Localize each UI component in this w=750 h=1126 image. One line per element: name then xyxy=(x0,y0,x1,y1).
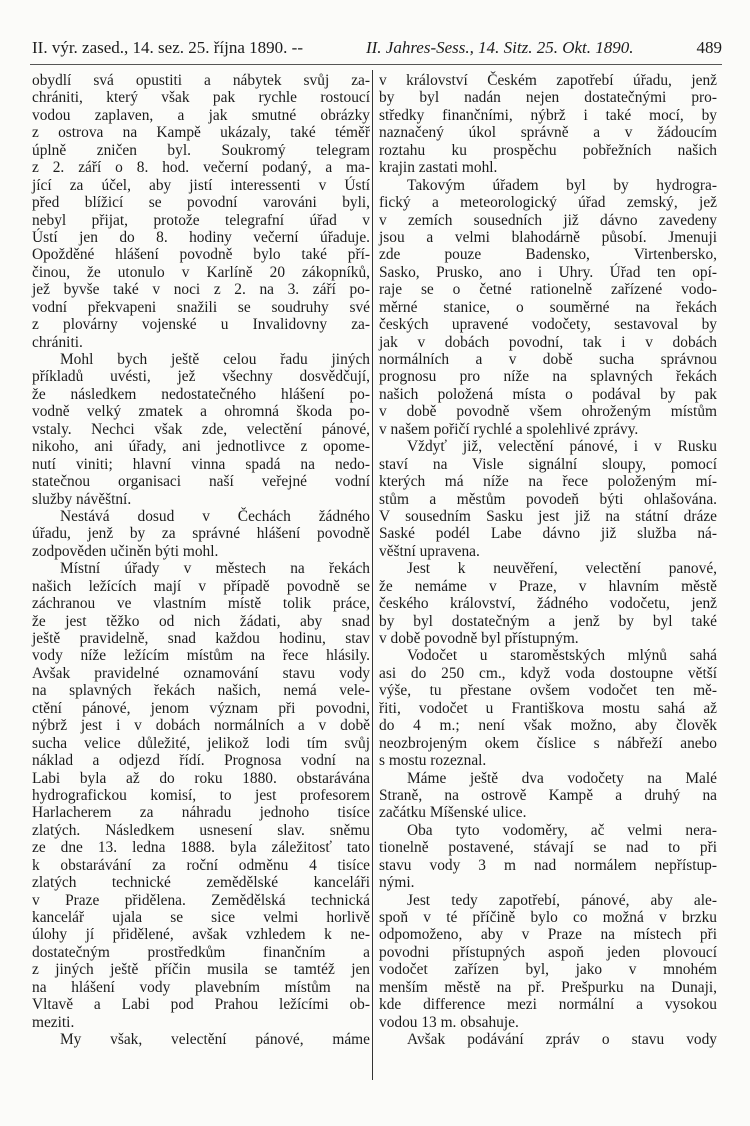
text-line: tionelně postavené, stávají se nad to při xyxy=(379,839,717,857)
text-line: z 2. září o 8. hod. večerní podaný, a ma- xyxy=(32,159,370,177)
text-line: Avšak pravidelné oznamování stavu vody xyxy=(32,664,370,682)
paragraph xyxy=(379,1031,717,1048)
text-line: vodní překvapeni snažili se soudruhy své xyxy=(32,298,370,316)
text-line: vodou 13 m. obsahuje. xyxy=(379,1013,519,1031)
text-line: Oba tyto vodoměry, ač velmi nera- xyxy=(407,821,717,839)
text-line: krajin zastati mohl. xyxy=(379,159,498,177)
text-line: Vždyť již, velectění pánové, i v Rusku xyxy=(407,438,717,456)
text-line: příkladů uvésti, jež všechny dosvědčují, xyxy=(32,368,370,386)
text-line: s mostu rozeznal. xyxy=(379,752,487,770)
text-line: prognosu pro níže na splavných řekách xyxy=(379,368,717,386)
text-line: Nestává dosud v Čechách žádného xyxy=(60,507,370,525)
paragraph xyxy=(379,822,717,892)
text-line: Harlacherem za náhradu jednoho tisíce xyxy=(32,804,370,822)
text-line: záchranou ve vlastním místě tolik práce, xyxy=(32,595,370,613)
text-line: staví na Visle signální sloupy, pomocí xyxy=(379,455,717,473)
paragraph xyxy=(32,1031,370,1048)
paragraph xyxy=(379,770,717,822)
paragraph xyxy=(379,72,717,177)
text-line: před blížicí se povodní varováni byli, xyxy=(32,194,370,212)
text-line: v našem pořičí rychlé a spolehlivé zprávy. xyxy=(379,420,639,438)
text-line: nýbrž jest i v dobách normálních a v době xyxy=(32,717,370,735)
text-line: jež byvše také v noci z 2. na 3. září po- xyxy=(32,281,370,299)
text-line: úplně zničen byl. Soukromý telegram xyxy=(32,141,370,159)
text-line: vodočet zařízen byl, jako v mnohém xyxy=(379,961,717,979)
text-line: Jest tedy zapotřebí, pánové, aby ale- xyxy=(407,891,717,909)
text-line: středky finančními, nýbrž i také mocí, by xyxy=(379,106,717,124)
text-line: Takovým úřadem byl by hydrogra- xyxy=(407,176,717,194)
text-line: činou, že utonulo v Karlíně 20 zákopníků, xyxy=(32,263,370,281)
running-header xyxy=(32,38,722,62)
text-line: menším městě na př. Prešpurku na Dunaji, xyxy=(379,978,717,996)
text-line: úlohy jí přidělené, avšak vzhledem k ne- xyxy=(32,926,370,944)
left-column xyxy=(32,72,370,1049)
header-rule xyxy=(30,64,722,65)
text-line: zodpověden učiněn býti mohl. xyxy=(32,542,219,560)
text-line: kterých má níže na řece položeným mí- xyxy=(379,473,717,491)
text-line: v Praze přidělena. Zemědělská technická xyxy=(32,891,370,909)
text-line: naznačený úkol správně a v žádoucím xyxy=(379,124,717,142)
text-line: Avšak podávání zpráv o stavu vody xyxy=(407,1031,717,1049)
text-line: jsou a velmi blahodárně působí. Jmenuji xyxy=(379,228,717,246)
page-number: 489 xyxy=(696,38,722,57)
text-line: zlatých technické zemědělské kanceláři xyxy=(32,874,370,892)
text-line: Jest k neuvěření, velectění panové, xyxy=(407,560,717,578)
text-line: řiti, vodočet u Františkova mostu sahá až xyxy=(379,699,717,717)
text-line: odpomoženo, aby v Praze na místech při xyxy=(379,926,717,944)
paragraph xyxy=(32,72,370,351)
text-line: nebyl přijat, protože telegrafní úřad v xyxy=(32,211,370,229)
text-line: normálních a v době sucha správnou xyxy=(379,351,717,368)
text-line: ctění pánové, jenom význam při povodni, xyxy=(32,699,370,717)
text-line: ze dne 13. ledna 1888. byla záležitosť tato xyxy=(32,839,370,857)
text-line: kde difference mezi normální a vysokou xyxy=(379,996,717,1014)
text-line: k obstarávání za roční odměnu 4 tisíce xyxy=(32,856,370,874)
text-line: výše, tu přestane ovšem vodočet ten mě- xyxy=(379,682,717,700)
text-line: jak v dobách povodní, tak i v dobách xyxy=(379,333,717,351)
text-line: z jiných ještě příčin musila se tamtéž jen xyxy=(32,961,370,979)
text-line: služby návěštní. xyxy=(32,490,132,508)
text-line: na splavných řekách našich, nemá vele- xyxy=(32,682,370,700)
text-line: Opožděné hlášení povodně bylo také pří- xyxy=(32,246,370,264)
text-line: z plovárny vojenské u Invalidovny za- xyxy=(32,316,370,334)
text-line: českých upravené vodočety, sestavoval by xyxy=(379,316,717,334)
header-czech: II. výr. zased., 14. sez. 25. října 1890. -- xyxy=(32,38,303,57)
text-line: vstaly. Nechci však zde, velectění pánové, xyxy=(32,420,370,438)
text-line: v království Českém zapotřebí úřadu, jenž xyxy=(379,72,717,89)
paragraph xyxy=(32,508,370,560)
text-line: nikoho, ani úřady, ani jednotlivce z opome- xyxy=(32,438,370,456)
text-line: chrániti. xyxy=(32,333,83,351)
text-line: začátku Míšenské ulice. xyxy=(379,804,527,822)
text-line: My však, velectění pánové, máme xyxy=(60,1031,370,1049)
text-line: Labi byla až do roku 1880. obstarávána xyxy=(32,769,370,787)
text-line: v době povodně všem ohroženým místům xyxy=(379,403,717,421)
text-line: raje se o četné rationelně zařízené vodo- xyxy=(379,281,717,299)
text-line: zlatých. Následkem usnesení slav. sněmu xyxy=(32,821,370,839)
text-line: stům a městům povodeň býti ohlašována. xyxy=(379,490,717,508)
text-line: náklad a odjezd řídí. Prognosa vodní na xyxy=(32,752,370,770)
text-line: dostatečným prostředkům finančním a xyxy=(32,943,370,961)
paragraph xyxy=(379,438,717,560)
text-line: roztahu ku prospěchu pobřežních našich xyxy=(379,141,717,159)
paragraph xyxy=(32,351,370,508)
text-line: stavu vody 3 m nad normálem nepřístup- xyxy=(379,856,717,874)
text-line: zde pouze Badensko, Virtenbersko, xyxy=(379,246,717,264)
text-line: v zemích sousedních již dávno zavedeny xyxy=(379,211,717,229)
text-line: Místní úřady v městech na řekách xyxy=(60,560,370,578)
text-line: by byl dostatečným a jenž by byl také xyxy=(379,612,717,630)
header-german: II. Jahres-Sess., 14. Sitz. 25. Okt. 1890. xyxy=(365,38,634,57)
text-line: v době povodně byl přístupným. xyxy=(379,630,579,647)
text-line: hydrografickou komisí, to jest profesorem xyxy=(32,786,370,804)
text-line: meziti. xyxy=(32,1013,75,1031)
text-line: měrné stanice, o souměrné na řekách xyxy=(379,298,717,316)
text-line: Sasko, Prusko, ano i Uhry. Úřad ten opí- xyxy=(379,263,717,281)
paragraph xyxy=(32,560,370,1031)
text-line: Máme ještě dva vodočety na Malé xyxy=(407,769,717,787)
text-line: našich položená místa o podával by pak xyxy=(379,385,717,403)
text-line: Ústí jen do 8. hodiny večerní úřaduje. xyxy=(32,228,370,246)
text-line: že nemáme v Praze, v hlavním městě xyxy=(379,577,717,595)
text-line: Mohl bych ještě celou řadu jiných xyxy=(60,351,370,368)
text-line: ještě pravidelně, snad každou hodinu, stav xyxy=(32,630,370,647)
text-line: fický a meteorologický úřad zemský, jež xyxy=(379,194,717,212)
text-line: Saské podél Labe dávno již služba ná- xyxy=(379,525,717,543)
text-line: sucha velice důležité, jelikož lodi tím svůj xyxy=(32,734,370,752)
text-line: spoň v té příčině bylo co možná v brzku xyxy=(379,909,717,926)
paragraph xyxy=(379,892,717,1032)
text-line: na hlášení vody plavebním místům na xyxy=(32,978,370,996)
text-line: českého království, žádného vodočetu, jenž xyxy=(379,595,717,613)
text-line: že následkem nedostatečného hlášení po- xyxy=(32,385,370,403)
text-line: že jest těžko od nich žádati, aby snad xyxy=(32,612,370,630)
paragraph xyxy=(379,177,717,439)
text-line: Vodočet u staroměstských mlýnů sahá xyxy=(407,647,717,665)
text-line: úřadu, jenž by za správné hlášení povodně xyxy=(32,525,370,543)
text-line: nými. xyxy=(379,874,415,892)
text-line: obydlí svá opustiti a nábytek svůj za- xyxy=(32,72,370,89)
text-line: vody níže ležícím místům na řece hlásily. xyxy=(32,647,370,665)
column-divider xyxy=(372,70,373,1080)
text-line: statečnou organisaci naší veřejné vodní xyxy=(32,473,370,491)
text-line: neozbrojeným okem číslice s nábřeží anebo xyxy=(379,734,717,752)
text-line: našich ležících mají v případě povodně se xyxy=(32,577,370,595)
text-line: z ostrova na Kampě ukázaly, také téměř xyxy=(32,124,370,142)
paragraph xyxy=(379,647,717,769)
text-line: povodni přístupných aspoň jeden plovoucí xyxy=(379,943,717,961)
text-line: vodou zaplaven, a jak smutné obrázky xyxy=(32,106,370,124)
text-line: jící za účel, aby jistí interessenti v Ústí xyxy=(32,176,370,194)
text-line: Straně, na ostrově Kampě a druhý na xyxy=(379,786,717,804)
text-line: věštní upravena. xyxy=(379,542,480,560)
right-column xyxy=(379,72,717,1049)
text-line: by byl nadán nejen dostatečnými pro- xyxy=(379,89,717,107)
text-line: asi do 250 cm., když voda dostoupne větší xyxy=(379,664,717,682)
text-line: do 4 m.; není však možno, aby člověk xyxy=(379,717,717,735)
text-line: Vltavě a Labi pod Prahou ležícími ob- xyxy=(32,996,370,1014)
text-line: V sousedním Sasku jest již na státní dráze xyxy=(379,507,717,525)
text-line: vodně velký zmatek a ohromná škoda po- xyxy=(32,403,370,421)
paragraph xyxy=(379,560,717,647)
text-line: chrániti, který však pak rychle rostoucí xyxy=(32,89,370,107)
text-line: kancelář ujala se sice velmi horlivě xyxy=(32,909,370,926)
text-line: nutí viniti; hlavní vinna spadá na nedo- xyxy=(32,455,370,473)
